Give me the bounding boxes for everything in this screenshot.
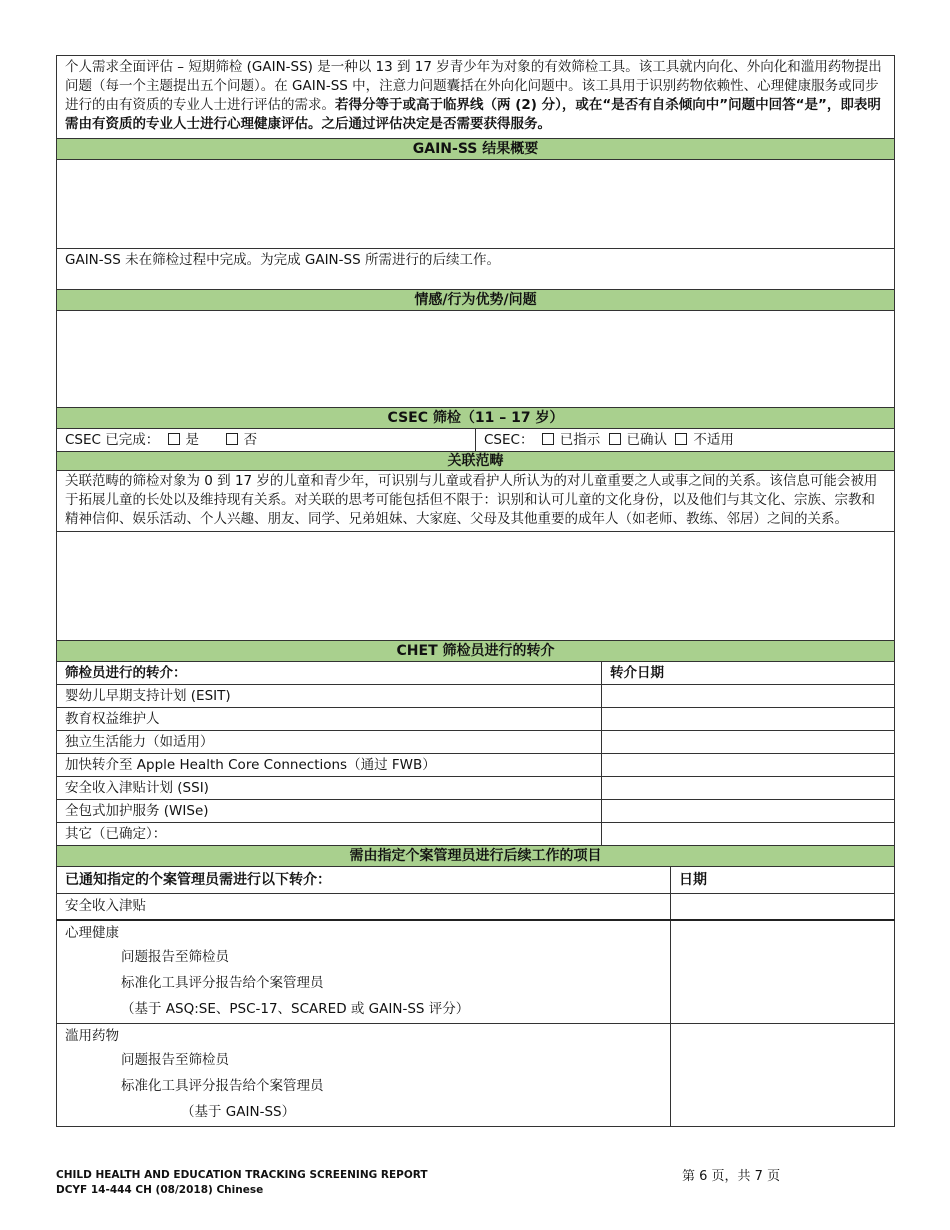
chet-referral-item: 独立生活能力（如适用） xyxy=(57,731,602,754)
screening-form xyxy=(56,55,894,1127)
followup-mental-health-date-field[interactable] xyxy=(671,920,895,1024)
relational-field[interactable] xyxy=(57,532,895,641)
followup-header: 需由指定个案管理员进行后续工作的项目 xyxy=(57,846,895,867)
chet-referral-item: 加快转介至 Apple Health Core Connections（通过 FWB） xyxy=(57,754,602,777)
csec-completed-cell: CSEC 已完成： 是 否 xyxy=(57,429,476,452)
followup-substance: 滥用药物 问题报告至筛检员 标准化工具评分报告给个案管理员 （基于 GAIN-SS） xyxy=(57,1024,671,1127)
footer-form-id: CHILD HEALTH AND EDUCATION TRACKING SCREENING REPORT DCYF 14-444 CH (08/2018) Chinese xyxy=(56,1169,428,1196)
csec-yes-checkbox[interactable] xyxy=(168,433,180,445)
chet-col-date: 转介日期 xyxy=(602,662,895,685)
relational-text: 关联范畴的筛检对象为 0 到 17 岁的儿童和青少年，可识别与儿童或看护人所认为的对儿童重要之人或事之间的关系。该信息可能会被用于拓展儿童的长处以及维持现有关系。对关联的思考可能包括但不限于：识别和认可儿童的文化身份，以及他们与其文化、宗族、宗教和精神信仰、娱乐活动、个人兴趣、朋友、同学、兄弟姐妹、大家庭、父母及其他重要的成年人（如老师、教练、邻居）之间的关系。 xyxy=(57,471,895,532)
followup-col-item: 已通知指定的个案管理员需进行以下转介： xyxy=(57,867,671,894)
chet-col-referral: 筛检员进行的转介： xyxy=(57,662,602,685)
chet-referral-item: 教育权益维护人 xyxy=(57,708,602,731)
page-number: 第 6 页，共 7 页 xyxy=(682,1169,781,1184)
chet-referrals-table xyxy=(56,640,895,846)
followup-ssi: 安全收入津贴 xyxy=(57,894,671,921)
chet-referral-date-field[interactable] xyxy=(602,731,895,754)
emotional-header: 情感/行为优势/问题 xyxy=(57,290,895,311)
emotional-field[interactable] xyxy=(57,311,895,408)
gain-summary-header: GAIN-SS 结果概要 xyxy=(57,139,895,160)
csec-confirmed-checkbox[interactable] xyxy=(609,433,621,445)
chet-referral-item: 其它（已确定）： xyxy=(57,823,602,846)
gain-summary-field[interactable] xyxy=(57,160,895,249)
followup-col-date: 日期 xyxy=(671,867,895,894)
intro-text: 个人需求全面评估 – 短期筛检 (GAIN-SS) 是一种以 13 到 17 岁青少年为对象的有效筛检工具。该工具就内向化、外向化和滥用药物提出问题（每一个主题提出五个问题）。在 GAIN-SS 中，注意力问题囊括在外向化问题中。该工具用于识别药物依赖性、心理健康服务或同步进行的由有资质的专业人士进行评估的需求。若得分等于或高于临界线（两 (2) 分），或在“是否有自杀倾向中”问题中回答“是”，即表明需由有资质的专业人士进行心理健康评估。之后通过评估决定是否需要获得服务。 xyxy=(57,56,895,139)
chet-referral-date-field[interactable] xyxy=(602,708,895,731)
chet-referral-date-field[interactable] xyxy=(602,777,895,800)
chet-referral-item: 安全收入津贴计划 (SSI) xyxy=(57,777,602,800)
gain-not-completed-label: GAIN-SS 未在筛检过程中完成。为完成 GAIN-SS 所需进行的后续工作。 xyxy=(65,252,500,268)
followup-ssi-date-field[interactable] xyxy=(671,894,895,921)
csec-na-checkbox[interactable] xyxy=(675,433,687,445)
csec-indicated-checkbox[interactable] xyxy=(542,433,554,445)
csec-status-cell: CSEC： 已指示 已确认 不适用 xyxy=(476,429,895,452)
chet-referrals-header: CHET 筛检员进行的转介 xyxy=(57,641,895,662)
chet-referral-item: 全包式加护服务 (WISe) xyxy=(57,800,602,823)
chet-referral-date-field[interactable] xyxy=(602,685,895,708)
upper-table xyxy=(56,55,895,641)
chet-referral-item: 婴幼儿早期支持计划 (ESIT) xyxy=(57,685,602,708)
relational-header: 关联范畴 xyxy=(57,452,895,471)
chet-referral-date-field[interactable] xyxy=(602,823,895,846)
csec-no-checkbox[interactable] xyxy=(226,433,238,445)
csec-header: CSEC 筛检（11 – 17 岁） xyxy=(57,408,895,429)
followup-mental-health: 心理健康 问题报告至筛检员 标准化工具评分报告给个案管理员 （基于 ASQ:SE、PSC-17、SCARED 或 GAIN-SS 评分） xyxy=(57,920,671,1024)
chet-referral-date-field[interactable] xyxy=(602,754,895,777)
gain-not-completed-field[interactable] xyxy=(57,249,895,290)
chet-referral-date-field[interactable] xyxy=(602,800,895,823)
followup-table xyxy=(56,845,895,1127)
followup-substance-date-field[interactable] xyxy=(671,1024,895,1127)
